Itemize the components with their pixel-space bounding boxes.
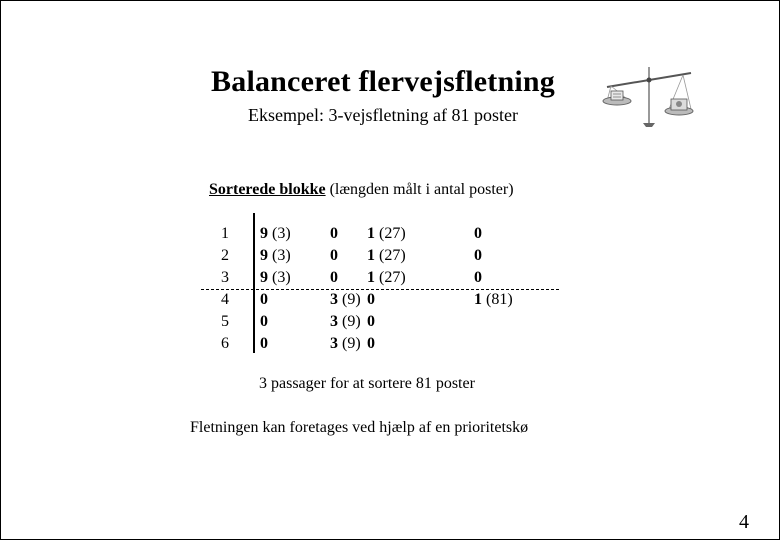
row-number: 1 <box>221 225 229 242</box>
table-cell <box>260 267 291 288</box>
table-cell <box>367 245 406 266</box>
table-vertical-divider <box>253 213 255 353</box>
cell-count: 0 <box>474 269 482 286</box>
cell-count: 0 <box>367 313 375 330</box>
row-number: 5 <box>221 313 229 330</box>
cell-length: (3) <box>268 269 291 286</box>
row-number: 4 <box>221 291 229 308</box>
table-cell <box>330 289 361 310</box>
row-number: 6 <box>221 335 229 352</box>
slide-title: Balanceret flervejsfletning <box>211 65 555 98</box>
cell-count: 0 <box>330 225 338 242</box>
table-cell <box>330 311 361 332</box>
row-number: 2 <box>221 247 229 264</box>
cell-count: 9 <box>260 269 268 286</box>
table-cell <box>330 223 338 244</box>
sorted-blocks-heading <box>209 181 514 199</box>
table-cell <box>474 245 482 266</box>
table-cell <box>260 223 291 244</box>
passes-summary: 3 passager for at sortere 81 poster <box>259 375 475 392</box>
table-cell <box>367 333 375 354</box>
page-number: 4 <box>739 511 749 533</box>
table-cell <box>367 311 375 332</box>
cell-length: (27) <box>375 269 406 286</box>
cell-count: 9 <box>260 247 268 264</box>
table-cell <box>367 289 375 310</box>
cell-count: 3 <box>330 335 338 352</box>
sorted-blocks-heading-rest: (længden målt i antal poster) <box>325 181 514 198</box>
cell-count: 0 <box>474 247 482 264</box>
cell-length: (9) <box>338 335 361 352</box>
cell-count: 1 <box>367 225 375 242</box>
table-cell <box>474 223 482 244</box>
cell-count: 0 <box>330 247 338 264</box>
cell-count: 0 <box>330 269 338 286</box>
cell-count: 1 <box>367 247 375 264</box>
cell-length: (3) <box>268 225 291 242</box>
cell-count: 3 <box>330 291 338 308</box>
priority-queue-note: Fletningen kan foretages ved hjælp af en prioritetskø <box>190 419 529 436</box>
table-cell <box>474 267 482 288</box>
cell-count: 3 <box>330 313 338 330</box>
cell-count: 0 <box>367 291 375 308</box>
table-cell <box>367 223 406 244</box>
table-cell <box>260 289 268 310</box>
table-cell <box>474 289 513 310</box>
cell-count: 0 <box>260 291 268 308</box>
table-cell <box>367 267 406 288</box>
balance-scale-icon <box>599 63 699 133</box>
cell-length: (27) <box>375 247 406 264</box>
cell-length: (3) <box>268 247 291 264</box>
table-cell <box>260 245 291 266</box>
cell-count: 0 <box>474 225 482 242</box>
table-cell <box>330 267 338 288</box>
cell-count: 0 <box>367 335 375 352</box>
slide-subtitle: Eksempel: 3-vejsfletning af 81 poster <box>248 105 518 125</box>
cell-length: (9) <box>338 291 361 308</box>
cell-count: 0 <box>260 313 268 330</box>
cell-count: 0 <box>260 335 268 352</box>
cell-length: (81) <box>482 291 513 308</box>
cell-count: 1 <box>474 291 482 308</box>
sorted-blocks-heading-bold: Sorterede blokke <box>209 181 326 198</box>
table-cell <box>260 333 268 354</box>
table-cell <box>330 333 361 354</box>
cell-count: 9 <box>260 225 268 242</box>
table-cell <box>260 311 268 332</box>
cell-length: (9) <box>338 313 361 330</box>
table-cell <box>330 245 338 266</box>
row-number: 3 <box>221 269 229 286</box>
cell-length: (27) <box>375 225 406 242</box>
cell-count: 1 <box>367 269 375 286</box>
